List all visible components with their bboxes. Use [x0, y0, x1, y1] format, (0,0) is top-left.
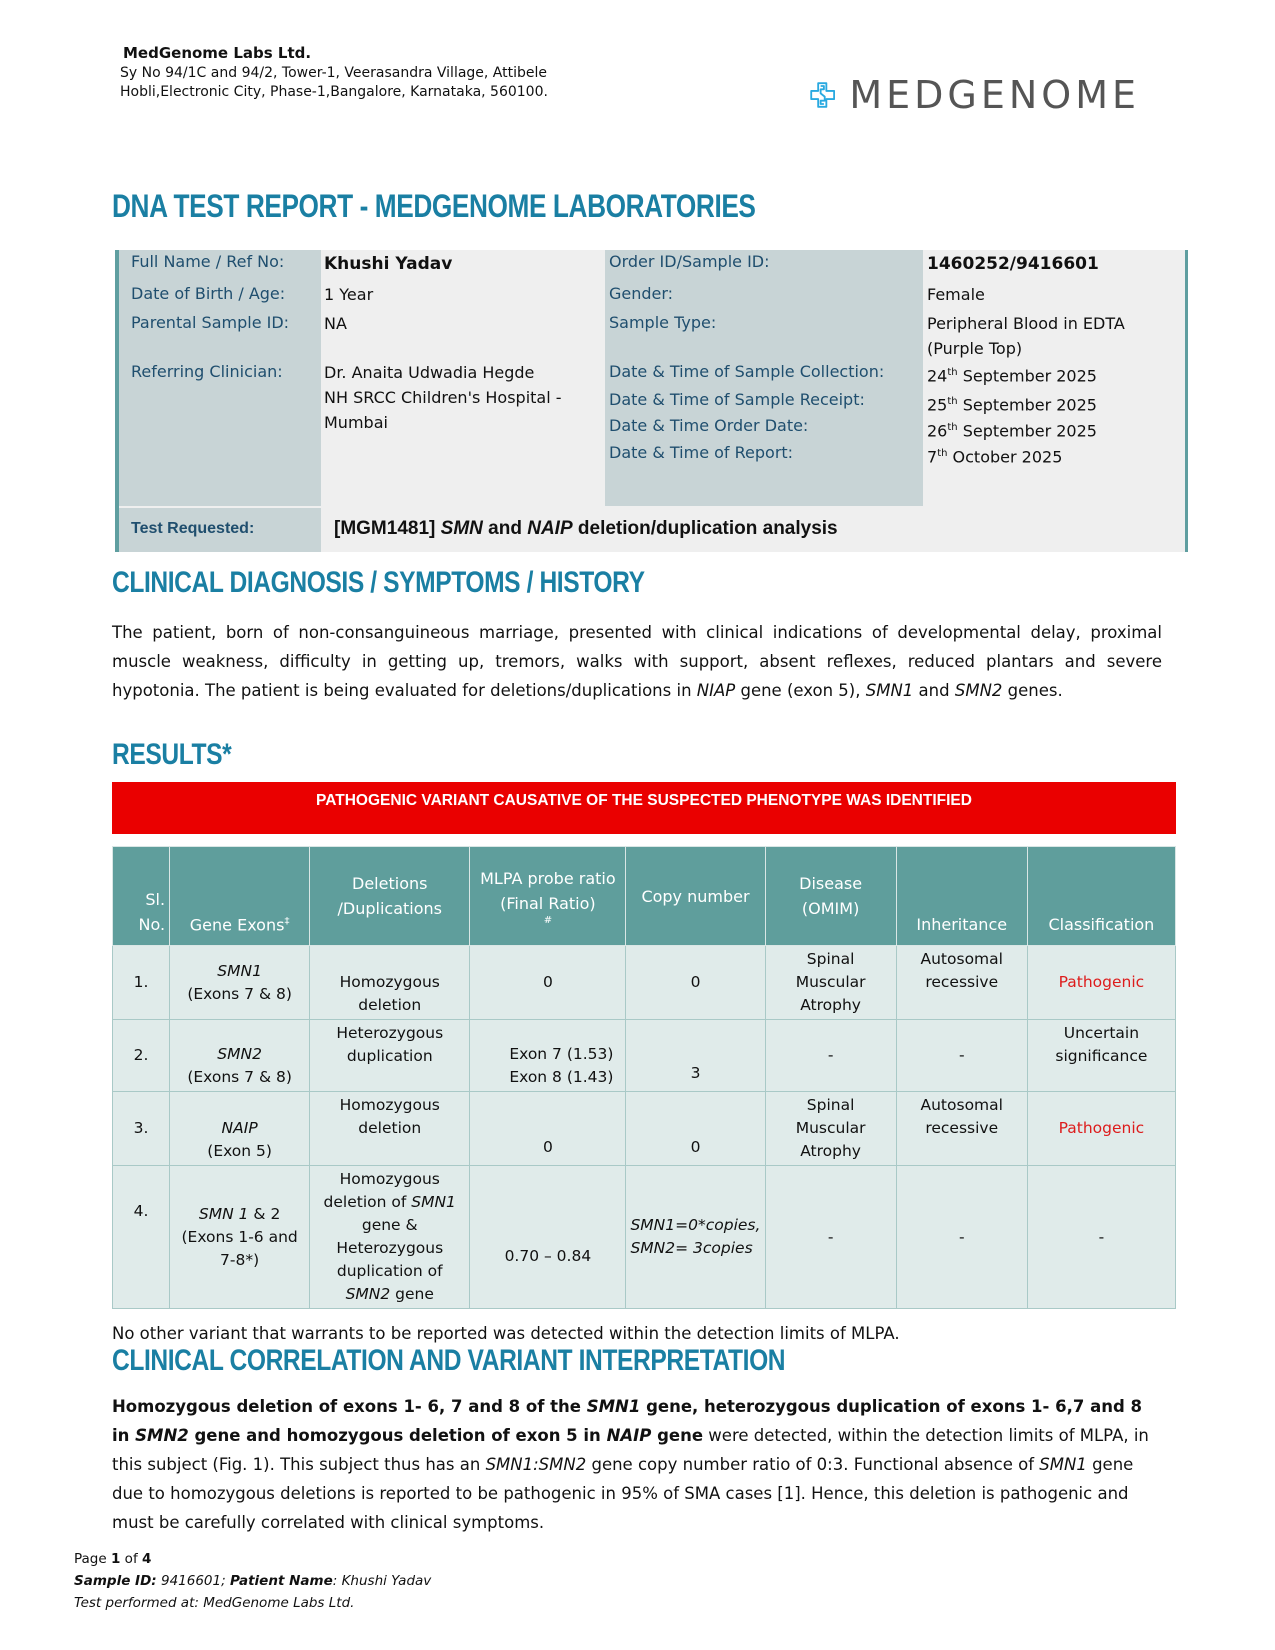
company-address	[120, 64, 590, 102]
company-name: MedGenome Labs Ltd.	[123, 44, 312, 62]
collection-value: 24th September 2025	[927, 366, 1097, 386]
interpretation-heading: CLINICAL CORRELATION AND VARIANT INTERPRETATION	[112, 1344, 786, 1377]
table-row: 2. SMN2 (Exons 7 & 8) Heterozygous duplication Exon 7 (1.53) Exon 8 (1.43) 3 - - Uncertain significance	[113, 1020, 1176, 1092]
col-gene: Gene Exons‡	[170, 847, 310, 946]
col-classification: Classification	[1027, 847, 1175, 946]
gender-value: Female	[927, 285, 985, 304]
interpretation-text: Homozygous deletion of exons 1- 6, 7 and 8 of the SMN1 gene, heterozygous duplication of exons 1- 6,7 and 8 in SMN2 gene and homozygous deletion of exon 5 in NAIP gene were detected, within the detection limits of MLPA, in this subject (Fig. 1). This subject thus has an SMN1:SMN2 gene copy number ratio of 0:3. Functional absence of SMN1 gene due to homozygous deletions is reported to be pathogenic in 95% of SMA cases [1]. Hence, this deletion is pathogenic and must be carefully correlated with clinical symptoms.	[112, 1397, 1149, 1532]
report-date-value: 7th October 2025	[927, 447, 1063, 467]
clinician-value	[324, 360, 562, 435]
full-name-value: Khushi Yadav	[324, 254, 453, 274]
order-value: 1460252/9416601	[927, 254, 1099, 274]
dna-cross-icon	[810, 63, 835, 127]
sample-type-line-2: (Purple Top)	[927, 339, 1023, 358]
classification-pathogenic: Pathogenic	[1027, 946, 1175, 1020]
clinician-name: Dr. Anaita Udwadia Hegde	[324, 363, 535, 382]
pathogenic-banner: PATHOGENIC VARIANT CAUSATIVE OF THE SUSPECTED PHENOTYPE WAS IDENTIFIED	[112, 782, 1176, 834]
col-inheritance: Inheritance	[896, 847, 1027, 946]
page-number: Page 1 of 4	[74, 1551, 152, 1567]
test-requested-label: Test Requested:	[131, 520, 255, 537]
clinical-heading: CLINICAL DIAGNOSIS / SYMPTOMS / HISTORY	[112, 566, 645, 599]
dob-label: Date of Birth / Age:	[131, 284, 286, 303]
order-label: Order ID/Sample ID:	[609, 252, 770, 271]
report-title: DNA TEST REPORT - MEDGENOME LABORATORIES	[112, 188, 756, 224]
clinician-city: Mumbai	[324, 413, 388, 432]
col-sl: Sl. No.	[113, 847, 170, 946]
table-row: 1. SMN1 (Exons 7 & 8) Homozygous deletion 0 0 Spinal Muscular Atrophy Autosomal recessive Pathogenic	[113, 946, 1176, 1020]
report-date-label: Date & Time of Report:	[609, 443, 794, 462]
sample-type-line-1: Peripheral Blood in EDTA	[927, 314, 1125, 333]
test-requested-row	[119, 508, 1185, 552]
address-line-2: Hobli,Electronic City, Phase-1,Bangalore, Karnataka, 560100.	[120, 84, 548, 100]
table-row: 4. SMN 1 & 2 (Exons 1-6 and 7-8*) Homozygous deletion of SMN1 gene & Heterozygous duplication of SMN2 gene 0.70 – 0.84 SMN1=0*copies, SMN2= 3copies - - -	[113, 1166, 1176, 1309]
address-line-1: Sy No 94/1C and 94/2, Tower-1, Veerasandra Village, Attibele	[120, 65, 548, 81]
results-table	[112, 846, 1176, 1309]
clinician-label: Referring Clinician:	[131, 362, 283, 381]
order-date-label: Date & Time Order Date:	[609, 416, 809, 435]
col-disease: Disease (OMIM)	[765, 847, 896, 946]
clinician-hospital: NH SRCC Children's Hospital -	[324, 388, 562, 407]
logo-text: MEDGENOME	[849, 73, 1140, 117]
full-name-label: Full Name / Ref No:	[131, 252, 285, 271]
sample-type-label: Sample Type:	[609, 313, 717, 332]
col-copy: Copy number	[626, 847, 765, 946]
patient-info-panel	[115, 250, 1188, 552]
clinical-text: The patient, born of non-consanguineous marriage, presented with clinical indications of developmental delay, proximal muscle weakness, difficulty in getting up, tremors, walks with support, absent reflexes, reduced plantars and severe hypotonia. The patient is being evaluated for deletions/duplications in NIAP gene (exon 5), SMN1 and SMN2 genes.	[112, 623, 1162, 700]
sample-type-value	[927, 311, 1125, 361]
footer-sample: Sample ID: 9416601; Patient Name: Khushi Yadav	[74, 1573, 432, 1589]
col-mlpa: MLPA probe ratio (Final Ratio) #	[470, 847, 626, 946]
table-header-row	[113, 847, 1176, 946]
page-footer	[74, 1548, 431, 1614]
dob-value: 1 Year	[324, 285, 374, 304]
results-heading: RESULTS*	[112, 738, 232, 771]
order-date-value: 26th September 2025	[927, 421, 1097, 441]
classification-pathogenic: Pathogenic	[1027, 1092, 1175, 1166]
parental-value: NA	[324, 314, 347, 333]
test-requested-value: [MGM1481] SMN and NAIP deletion/duplication analysis	[334, 518, 838, 539]
col-deldup: Deletions /Duplications	[310, 847, 470, 946]
medgenome-logo	[810, 60, 1140, 130]
gender-label: Gender:	[609, 284, 674, 303]
receipt-value: 25th September 2025	[927, 395, 1097, 415]
results-note: No other variant that warrants to be reported was detected within the detection limits of MLPA.	[112, 1324, 900, 1343]
receipt-label: Date & Time of Sample Receipt:	[609, 390, 865, 409]
collection-label: Date & Time of Sample Collection:	[609, 362, 885, 381]
table-row: 3. NAIP (Exon 5) Homozygous deletion 0 0 Spinal Muscular Atrophy Autosomal recessive Pathogenic	[113, 1092, 1176, 1166]
parental-label: Parental Sample ID:	[131, 313, 290, 332]
footer-performed: Test performed at: MedGenome Labs Ltd.	[74, 1595, 355, 1611]
